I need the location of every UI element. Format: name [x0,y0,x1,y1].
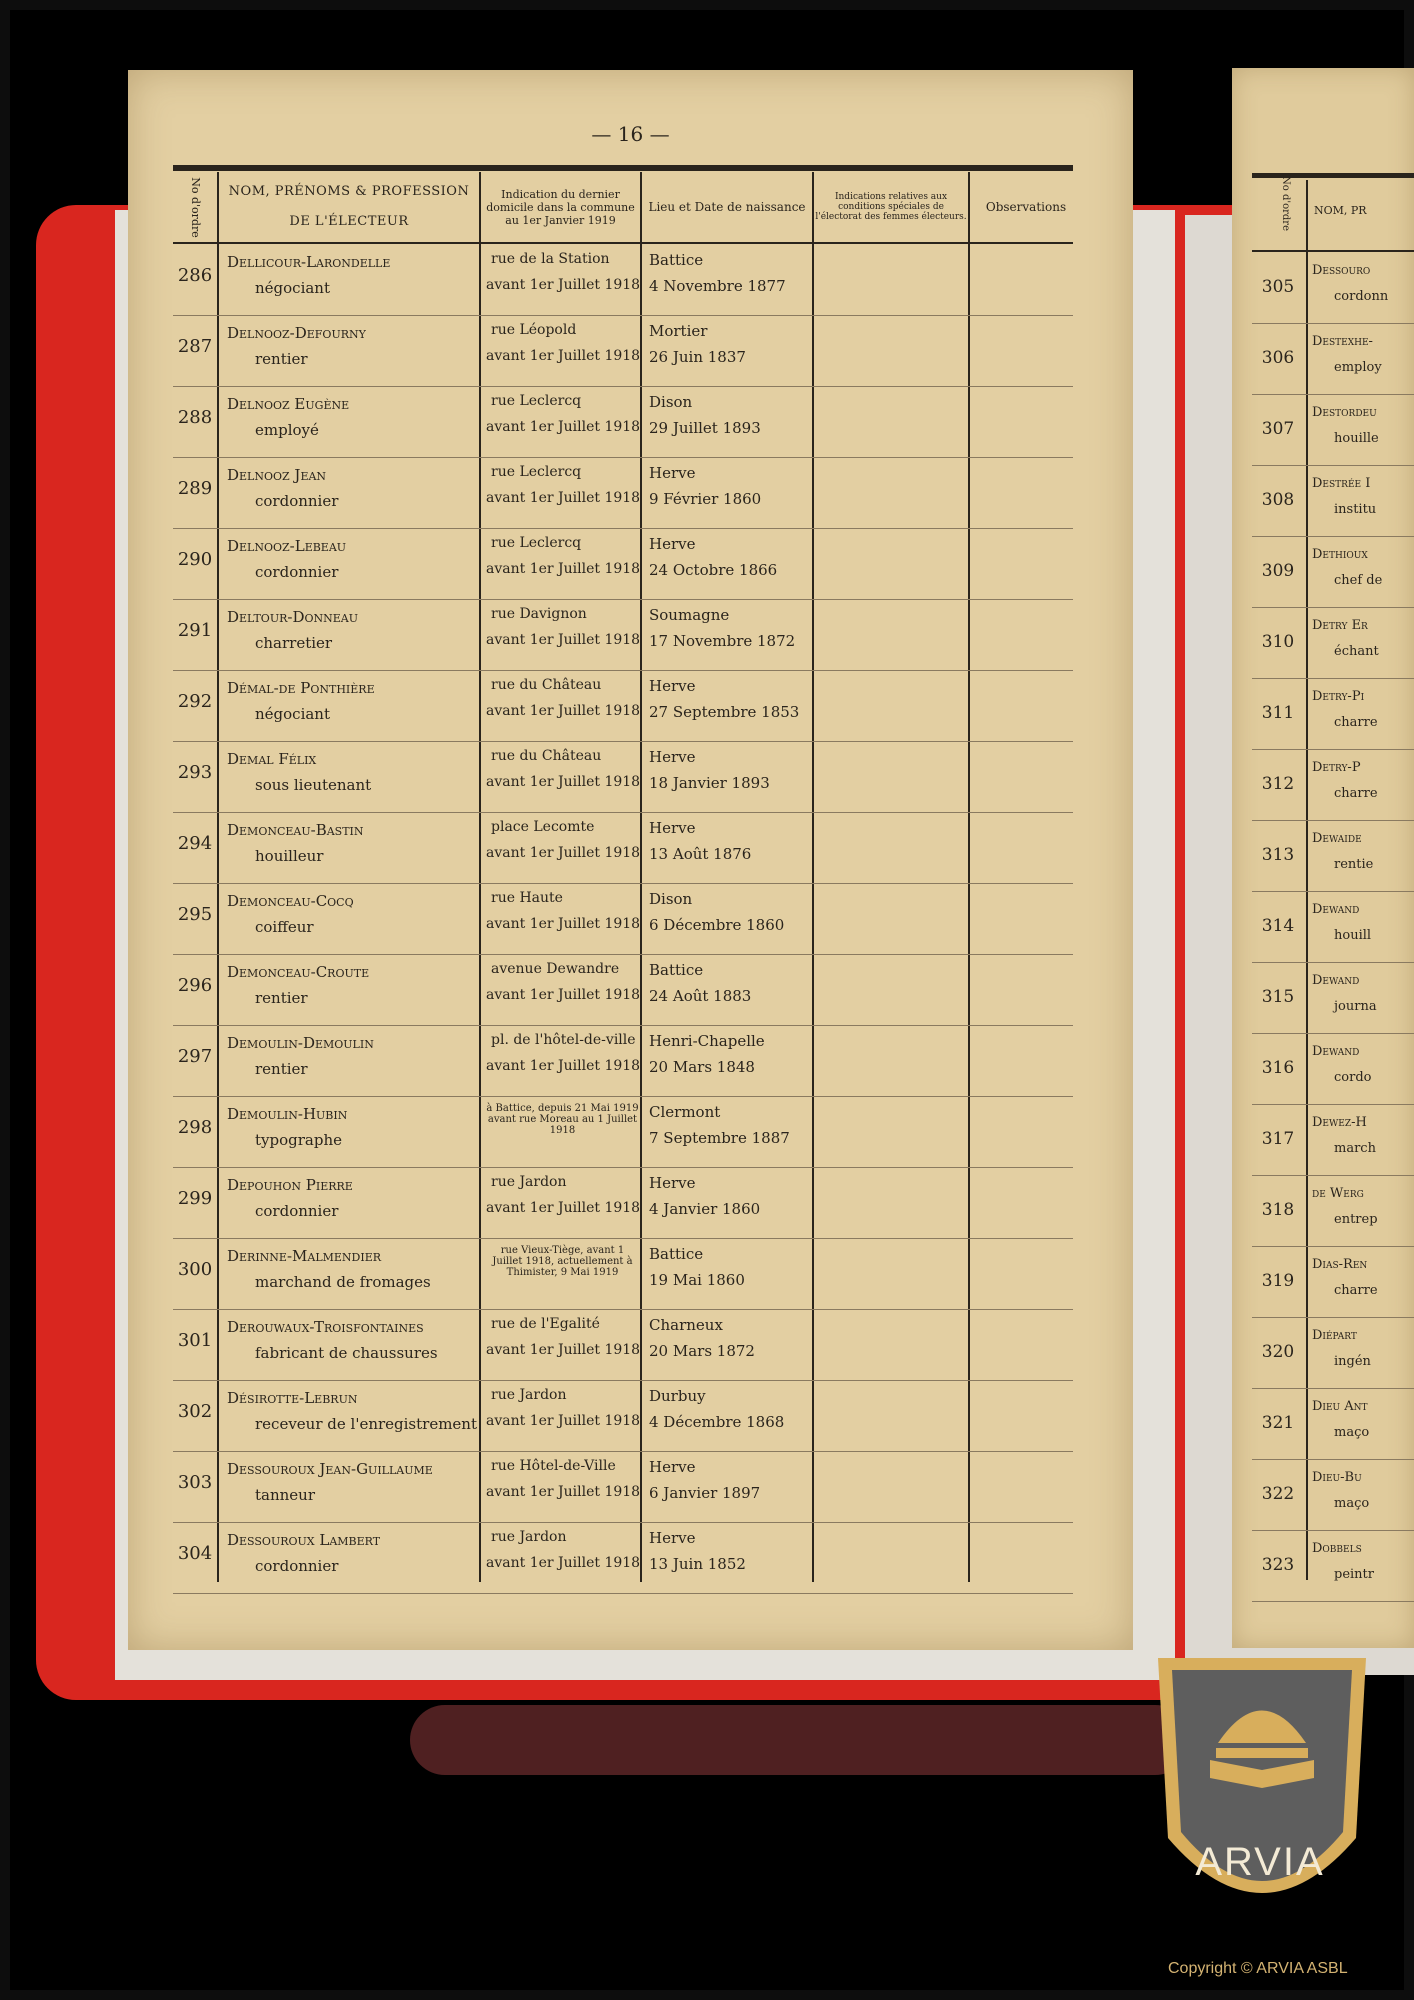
elector-name: Dewaide [1312,831,1362,846]
elector-name: Detry-Pi [1312,689,1365,704]
elector-name: Dieu Ant [1312,1399,1368,1414]
table-row [173,1026,1073,1097]
table-row [1252,679,1414,750]
page-number: — 16 — [591,122,670,146]
table-row [1252,1389,1414,1460]
table-row [173,316,1073,387]
table-row [173,1239,1073,1310]
table-row [1252,1318,1414,1389]
birth-date: 24 Août 1883 [649,987,752,1005]
row-number: 317 [1261,1129,1295,1149]
birthplace: Battice [649,1245,704,1263]
elector-name: Delnooz Eugène [227,395,350,413]
birth-date: 27 Septembre 1853 [649,703,800,721]
row-number: 319 [1261,1271,1295,1291]
elector-name: Demal Félix [227,750,317,768]
table-row [1252,324,1414,395]
table-row [173,671,1073,742]
row-number: 311 [1261,703,1295,723]
birthplace: Herve [649,464,696,482]
domicile-date: avant 1er Juillet 1918 [486,419,641,435]
row-number: 291 [177,620,213,641]
elector-name: Dias-Ren [1312,1257,1368,1272]
row-number: 296 [177,975,213,996]
elector-profession: tanneur [255,1486,315,1504]
arvia-shield-logo [1148,1648,1376,1948]
elector-profession: charre [1334,715,1378,730]
row-number: 287 [177,336,213,357]
row-number: 294 [177,833,213,854]
domicile: rue Jardon [491,1387,567,1403]
domicile-date: avant 1er Juillet 1918 [486,632,641,648]
domicile-date: avant 1er Juillet 1918 [486,561,641,577]
header-no-label: No d'ordre [188,176,202,238]
elector-profession: maço [1334,1496,1370,1511]
elector-profession: cordonnier [255,492,339,510]
row-number: 289 [177,478,213,499]
domicile: rue Hôtel-de-Ville [491,1458,616,1474]
birthplace: Charneux [649,1316,723,1334]
next-page-partial [1232,68,1414,1648]
elector-name: Désirotte-Lebrun [227,1389,358,1407]
elector-profession: charre [1334,786,1378,801]
elector-name: Dewand [1312,902,1360,917]
birthplace: Herve [649,819,696,837]
table-row [1252,253,1414,324]
elector-name: Destordeu [1312,405,1377,420]
domicile-date: avant 1er Juillet 1918 [486,1342,641,1358]
table-row [1252,750,1414,821]
domicile: rue Léopold [491,322,577,338]
birth-date: 17 Novembre 1872 [649,632,796,650]
elector-name: Detry Er [1312,618,1368,633]
domicile: place Lecomte [491,819,595,835]
elector-profession: march [1334,1141,1376,1156]
table-row [1252,608,1414,679]
domicile: rue Leclercq [491,464,582,480]
elector-profession: rentier [255,1060,308,1078]
header-domicile: Indication du dernier domicile dans la commune au 1er Janvier 1919 [486,187,635,227]
domicile-date: avant 1er Juillet 1918 [486,987,641,1003]
table-row [173,1452,1073,1523]
table-row [1252,963,1414,1034]
header-nom-line1: NOM, PRÉNOMS & PROFESSION [228,184,470,199]
row-number: 298 [177,1117,213,1138]
birthplace: Henri-Chapelle [649,1032,765,1050]
table-row [173,1168,1073,1239]
birth-date: 4 Janvier 1860 [649,1200,761,1218]
elector-profession: fabricant de chaussures [255,1344,438,1362]
table-row [173,529,1073,600]
row-number: 309 [1261,561,1295,581]
row-number: 297 [177,1046,213,1067]
elector-name: Demoulin-Demoulin [227,1034,374,1052]
birthplace: Soumagne [649,606,730,624]
table-row [173,742,1073,813]
domicile: avenue Dewandre [491,961,620,977]
register-rows [173,245,1073,1594]
row-number: 312 [1261,774,1295,794]
elector-name: Dewand [1312,973,1360,988]
domicile: pl. de l'hôtel-de-ville [491,1032,636,1048]
row-number: 303 [177,1472,213,1493]
elector-profession: houille [1334,431,1379,446]
birth-date: 29 Juillet 1893 [649,419,761,437]
birth-date: 4 Décembre 1868 [649,1413,785,1431]
elector-profession: rentier [255,350,308,368]
elector-profession: chef de [1334,573,1383,588]
row-number: 293 [177,762,213,783]
elector-profession: receveur de l'enregistrement [255,1415,477,1433]
row-number: 315 [1261,987,1295,1007]
row-number: 286 [177,265,213,286]
row-number: 305 [1261,277,1295,297]
elector-profession: négociant [255,279,330,297]
elector-profession: maço [1334,1425,1370,1440]
birthplace: Herve [649,1458,696,1476]
row-number: 314 [1261,916,1295,936]
birth-date: 7 Septembre 1887 [649,1129,790,1147]
header-no: No d'ordre [1280,176,1291,231]
row-number: 304 [177,1543,213,1564]
elector-name: Dessouroux Lambert [227,1531,381,1549]
table-row [173,955,1073,1026]
elector-name: Dessouro [1312,263,1371,278]
table-row [1252,1034,1414,1105]
domicile: rue Leclercq [491,393,582,409]
birthplace: Herve [649,535,696,553]
elector-name: de Werg [1312,1186,1364,1201]
elector-name: Detry-P [1312,760,1361,775]
table-row [173,813,1073,884]
table-row [1252,1460,1414,1531]
table-row [173,458,1073,529]
elector-profession: journa [1334,999,1377,1014]
elector-profession: cordonnier [255,1202,339,1220]
elector-profession: cordo [1334,1070,1372,1085]
domicile: rue Haute [491,890,563,906]
header-nom [219,172,479,242]
elector-name: Dewez-H [1312,1115,1367,1130]
header-nom-line2: DE L'ÉLECTEUR [289,214,409,229]
elector-name: Destexhe- [1312,334,1373,349]
table-row [173,245,1073,316]
row-number: 307 [1261,419,1295,439]
table-row [173,387,1073,458]
row-number: 310 [1261,632,1295,652]
elector-name: Delnooz Jean [227,466,327,484]
copyright-text: Copyright © ARVIA ASBL [1168,1960,1348,1977]
birthplace: Herve [649,1529,696,1547]
domicile-date: avant 1er Juillet 1918 [486,845,641,861]
logo-label: ARVIA [1195,1840,1325,1884]
birthplace: Mortier [649,322,708,340]
birthplace: Clermont [649,1103,721,1121]
row-number: 320 [1261,1342,1295,1362]
birth-date: 13 Juin 1852 [649,1555,746,1573]
birth-date: 19 Mai 1860 [649,1271,745,1289]
table-row [173,884,1073,955]
table-row [1252,892,1414,963]
hand-shadow [410,1705,1190,1775]
elector-profession: institu [1334,502,1377,517]
register-page [128,70,1133,1650]
elector-name: Diépart [1312,1328,1357,1343]
elector-name: Demoulin-Hubin [227,1105,348,1123]
row-number: 308 [1261,490,1295,510]
elector-profession: houill [1334,928,1372,943]
elector-name: Destrée I [1312,476,1371,491]
header-lieu: Lieu et Date de naissance [648,200,806,214]
table-header [173,172,1073,244]
header-nom: NOM, PR [1314,204,1367,217]
elector-profession: typographe [255,1131,342,1149]
elector-profession: entrep [1334,1212,1378,1227]
elector-profession: rentier [255,989,308,1007]
birth-date: 13 Août 1876 [649,845,752,863]
elector-profession: employé [255,421,319,439]
birthplace: Durbuy [649,1387,706,1405]
elector-name: Derinne-Malmendier [227,1247,382,1265]
row-number: 290 [177,549,213,570]
birthplace: Dison [649,890,693,908]
row-number: 288 [177,407,213,428]
domicile: rue du Château [491,677,602,693]
elector-profession: employ [1334,360,1382,375]
birthplace: Herve [649,1174,696,1192]
row-number: 322 [1261,1484,1295,1504]
elector-name: Dieu-Bu [1312,1470,1362,1485]
elector-name: Dethioux [1312,547,1368,562]
elector-profession: charretier [255,634,333,652]
elector-name: Delnooz-Defourny [227,324,366,342]
domicile-date: avant 1er Juillet 1918 [486,277,641,293]
domicile: rue Davignon [491,606,587,622]
birth-date: 26 Juin 1837 [649,348,746,366]
elector-name: Demonceau-Bastin [227,821,364,839]
elector-profession: cordonnier [255,563,339,581]
elector-name: Dessouroux Jean-Guillaume [227,1460,433,1478]
birthplace: Herve [649,677,696,695]
row-number: 302 [177,1401,213,1422]
birth-date: 6 Janvier 1897 [649,1484,761,1502]
birthplace: Battice [649,961,704,979]
elector-profession: cordonn [1334,289,1389,304]
header-indications: Indications relatives aux conditions spéciales de l'électorat des femmes électeurs. [815,192,967,222]
header-no [173,172,217,242]
elector-profession: cordonnier [255,1557,339,1575]
elector-name: Demonceau-Croute [227,963,370,981]
domicile-note: rue Vieux-Tiège, avant 1 Juillet 1918, actuellement à Thimister, 9 Mai 1919 [492,1245,633,1278]
elector-name: Dewand [1312,1044,1360,1059]
top-rule [173,165,1073,171]
table-row [173,600,1073,671]
elector-profession: charre [1334,1283,1378,1298]
table-row [1252,1176,1414,1247]
elector-name: Démal-de Ponthière [227,679,375,697]
table-row [1252,395,1414,466]
elector-profession: rentie [1334,857,1374,872]
birthplace: Dison [649,393,693,411]
elector-profession: houilleur [255,847,324,865]
row-number: 318 [1261,1200,1295,1220]
domicile-date: avant 1er Juillet 1918 [486,1555,641,1571]
domicile: rue de l'Egalité [491,1316,600,1332]
row-number: 313 [1261,845,1295,865]
domicile-date: avant 1er Juillet 1918 [486,490,641,506]
birth-date: 20 Mars 1872 [649,1342,755,1360]
row-number: 323 [1261,1555,1295,1575]
elector-profession: peintr [1334,1567,1374,1582]
table-row [173,1097,1073,1168]
top-rule [1252,173,1414,178]
elector-profession: échant [1334,644,1379,659]
birth-date: 20 Mars 1848 [649,1058,755,1076]
row-number: 306 [1261,348,1295,368]
domicile: rue Leclercq [491,535,582,551]
birth-date: 6 Décembre 1860 [649,916,785,934]
birthplace: Battice [649,251,704,269]
header-observations: Observations [985,200,1067,214]
register-rows [1252,253,1414,1602]
birth-date: 4 Novembre 1877 [649,277,786,295]
elector-name: Deltour-Donneau [227,608,358,626]
domicile-date: avant 1er Juillet 1918 [486,774,641,790]
elector-name: Derouwaux-Troisfontaines [227,1318,424,1336]
row-number: 295 [177,904,213,925]
domicile: rue de la Station [491,251,610,267]
elector-name: Delnooz-Lebeau [227,537,347,555]
elector-name: Dellicour-Larondelle [227,253,391,271]
table-row [1252,537,1414,608]
domicile-date: avant 1er Juillet 1918 [486,1200,641,1216]
birth-date: 9 Février 1860 [649,490,762,508]
domicile-date: avant 1er Juillet 1918 [486,916,641,932]
table-row [1252,1247,1414,1318]
domicile: rue Jardon [491,1529,567,1545]
table-row [173,1310,1073,1381]
table-header [1252,176,1414,252]
row-number: 301 [177,1330,213,1351]
domicile-date: avant 1er Juillet 1918 [486,1413,641,1429]
elector-profession: coiffeur [255,918,314,936]
row-number: 292 [177,691,213,712]
row-number: 316 [1261,1058,1295,1078]
table-row [1252,1105,1414,1176]
domicile-date: avant 1er Juillet 1918 [486,348,641,364]
elector-profession: négociant [255,705,330,723]
table-row [1252,466,1414,537]
domicile-date: avant 1er Juillet 1918 [486,703,641,719]
elector-name: Depouhon Pierre [227,1176,353,1194]
row-number: 321 [1261,1413,1295,1433]
birth-date: 18 Janvier 1893 [649,774,770,792]
birthplace: Herve [649,748,696,766]
row-number: 300 [177,1259,213,1280]
table-row [1252,821,1414,892]
elector-profession: marchand de fromages [255,1273,431,1291]
domicile: rue Jardon [491,1174,567,1190]
birth-date: 24 Octobre 1866 [649,561,778,579]
domicile-date: avant 1er Juillet 1918 [486,1058,641,1074]
domicile: rue du Château [491,748,602,764]
table-row [173,1523,1073,1594]
row-number: 299 [177,1188,213,1209]
table-row [1252,1531,1414,1602]
domicile-note: à Battice, depuis 21 Mai 1919 avant rue Moreau au 1 Juillet 1918 [486,1103,639,1136]
elector-name: Demonceau-Cocq [227,892,354,910]
elector-profession: ingén [1334,1354,1371,1369]
elector-name: Dobbels [1312,1541,1362,1556]
elector-profession: sous lieutenant [255,776,372,794]
table-row [173,1381,1073,1452]
domicile-date: avant 1er Juillet 1918 [486,1484,641,1500]
